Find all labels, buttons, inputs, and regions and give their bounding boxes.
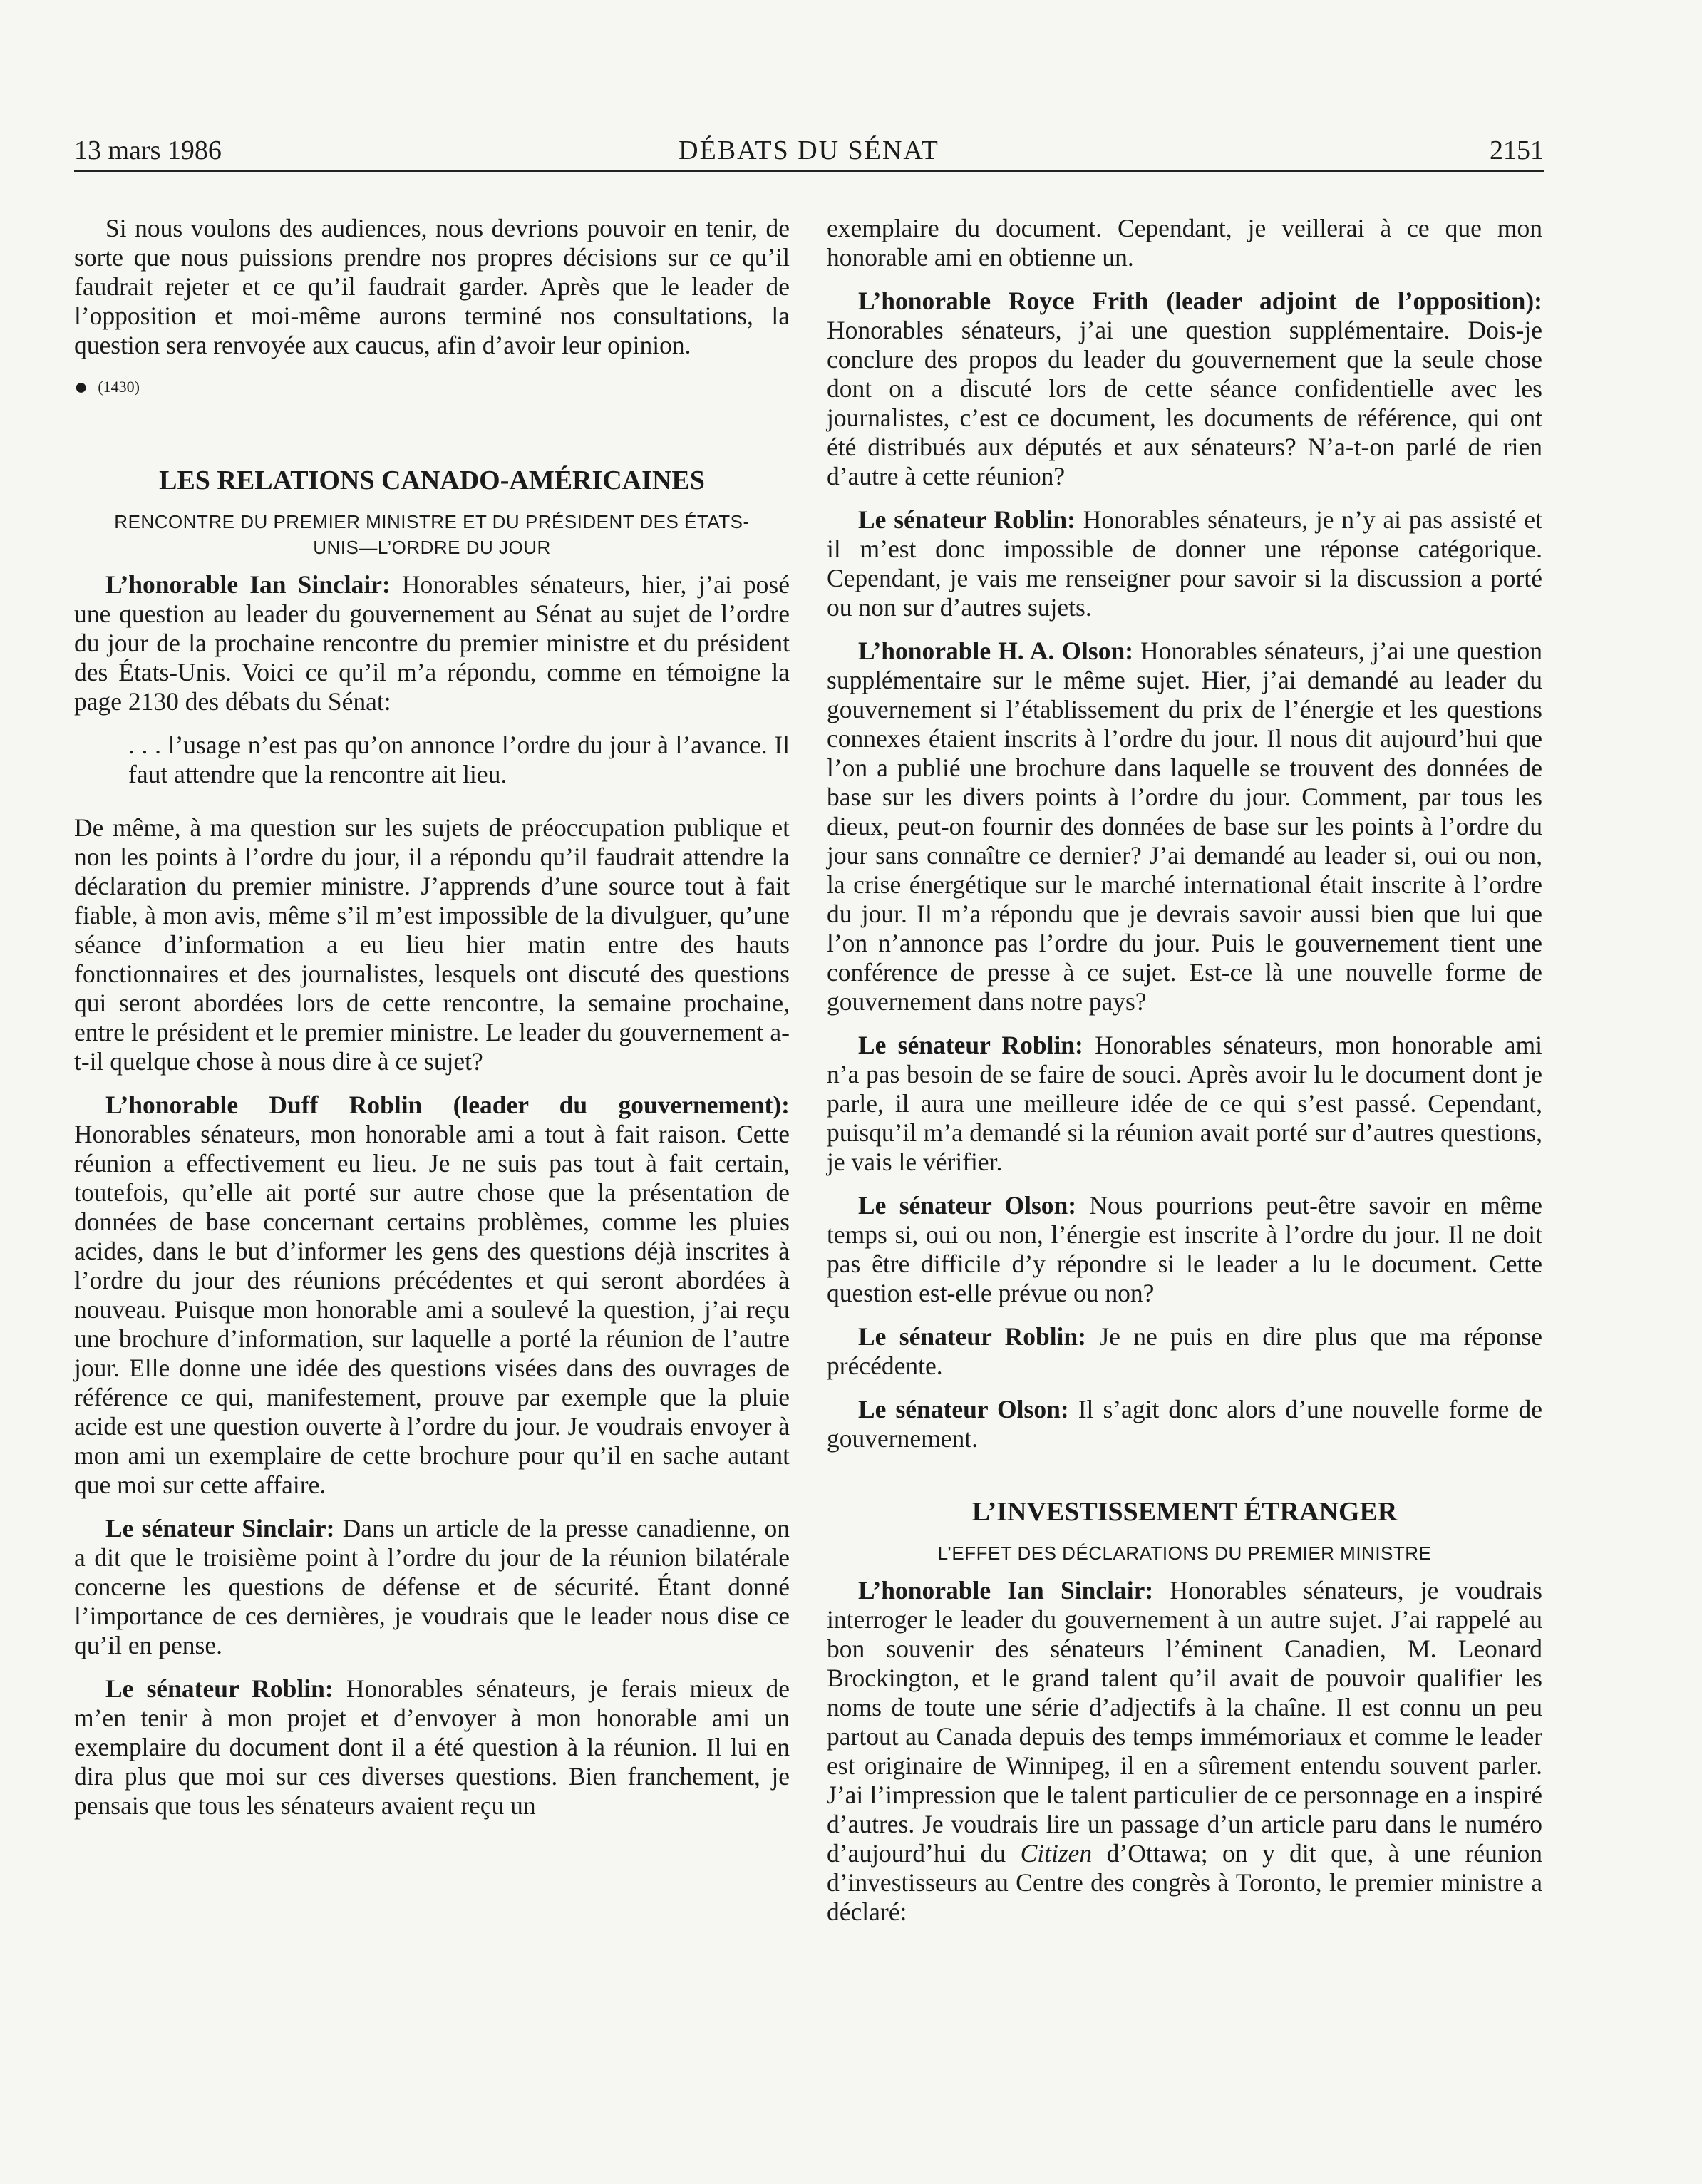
- speaker-name: L’honorable Royce Frith (leader adjoint de l’opposition):: [858, 287, 1542, 315]
- speech-text: Honorables sénateurs, j’ai une question supplémentaire. Dois-je conclure des propos du leader du gouvernement que la seule chose dont on a discuté lors de cette séance confidentielle avec les journalistes, c’est ce document, les documents de référence, qui ont été distribués aux députés et aux sénateurs? N’a-t-on parlé de rien d’autre à cette réunion?: [827, 316, 1542, 490]
- speech: [827, 637, 1542, 1016]
- speech-text: Honorables sénateurs, hier, j’ai posé une question au leader du gouvernement au Sénat au sujet de l’ordre du jour de la prochaine rencontre du premier ministre et du président des États-Unis. Voici ce qu’il m’a répondu, comme en témoigne la page 2130 des débats du Sénat:: [74, 570, 790, 716]
- speaker-name: Le sénateur Roblin:: [858, 505, 1076, 534]
- speech-text: Je ne puis en dire plus que ma réponse précédente.: [827, 1322, 1542, 1380]
- speech: [827, 1191, 1542, 1308]
- speaker-name: L’honorable H. A. Olson:: [858, 637, 1134, 665]
- speech-text: Honorables sénateurs, je ferais mieux de m’en tenir à mon projet et d’envoyer à mon honorable ami un exemplaire du document dont il a été question à la réunion. Il lui en dira plus que moi sur ces diverses questions. Bien franchement, je pensais que tous les sénateurs avaient reçu un: [74, 1674, 790, 1820]
- speech: [74, 1091, 790, 1500]
- section-subtitle: L’EFFET DES DÉCLARATIONS DU PREMIER MINISTRE: [937, 1542, 1432, 1564]
- speech: [827, 1031, 1542, 1177]
- speech-text: Honorables sénateurs, je voudrais interroger le leader du gouvernement à un autre sujet. J’ai rappelé au bon souvenir des sénateurs l’éminent Canadien, M. Leonard Brockington, et le grand talent qu’il avait de pouvoir qualifier les noms de toute une série d’adjectifs à la chaîne. Il est connu un peu partout au Canada depuis des temps immémoriaux et comme le leader est originaire de Winnipeg, il en a sûrement entendu souvent parler. J’ai l’impression que le talent particulier de ce personnage en a inspiré d’autres. Je voudrais lire un passage d’un article paru dans le numéro d’aujourd’hui du: [827, 1576, 1542, 1868]
- speaker-name: Le sénateur Roblin:: [858, 1031, 1083, 1059]
- publication-name: Citizen: [1020, 1839, 1093, 1868]
- page-header: [74, 134, 1544, 172]
- speaker-name: Le sénateur Sinclair:: [105, 1514, 335, 1542]
- speech-text: Honorables sénateurs, mon honorable ami n’a pas besoin de se faire de souci. Après avoir lu le document dont je parle, il aura une meilleure idée de ce qui s’est passé. Cependant, puisqu’il m’a demandé si la réunion avait porté sur d’autres questions, je vais le vérifier.: [827, 1031, 1543, 1176]
- speech: [827, 1322, 1542, 1381]
- speech: [827, 1395, 1542, 1453]
- speaker-name: Le sénateur Roblin:: [858, 1322, 1086, 1351]
- section-title: L’INVESTISSEMENT ÉTRANGER: [971, 1497, 1398, 1527]
- speaker-name: Le sénateur Olson:: [858, 1395, 1069, 1423]
- speech-text: Il s’agit donc alors d’une nouvelle forme de gouvernement.: [827, 1395, 1542, 1453]
- bullet-icon: ●: [74, 374, 88, 399]
- block-quote: . . . l’usage n’est pas qu’on annonce l’ordre du jour à l’avance. Il faut attendre que la rencontre ait lieu.: [128, 731, 790, 788]
- section-subtitle: RENCONTRE DU PREMIER MINISTRE ET DU PRÉSIDENT DES ÉTATS-UNIS—L’ORDRE DU JOUR: [114, 511, 750, 558]
- speaker-name: L’honorable Ian Sinclair:: [858, 1576, 1154, 1604]
- speech: [827, 287, 1542, 491]
- speech: [827, 505, 1542, 622]
- speaker-name: Le sénateur Roblin:: [105, 1674, 334, 1703]
- section-title: LES RELATIONS CANADO-AMÉRICAINES: [159, 465, 705, 495]
- left-column: [74, 214, 790, 1835]
- speech-text: Nous pourrions peut-être savoir en même temps si, oui ou non, l’énergie est inscrite à l’ordre du jour. Il ne doit pas être difficile d’y répondre si le leader a lu le document. Cette question est-elle prévue ou non?: [827, 1191, 1543, 1307]
- speech: [74, 1674, 790, 1820]
- speech: [74, 1514, 790, 1660]
- time-marker-label: (1430): [98, 378, 140, 396]
- paragraph: Si nous voulons des audiences, nous devrions pouvoir en tenir, de sorte que nous puissions prendre nos propres décisions sur ce qu’il faudrait rejeter et ce qu’il faudrait garder. Après que le leader de l’opposition et moi-même aurons terminé nos consultations, la question sera renvoyée aux caucus, afin d’avoir leur opinion.: [74, 214, 790, 359]
- right-column: [827, 214, 1542, 1941]
- speech: [74, 570, 790, 716]
- speaker-name: Le sénateur Olson:: [858, 1191, 1077, 1220]
- time-marker: [74, 376, 790, 398]
- header-title: DÉBATS DU SÉNAT: [679, 135, 939, 165]
- speaker-name: L’honorable Ian Sinclair:: [105, 570, 391, 599]
- paragraph: De même, à ma question sur les sujets de préoccupation publique et non les points à l’ordre du jour, il a répondu qu’il faudrait attendre la déclaration du premier ministre. J’apprends d’une source tout à fait fiable, à mon avis, même s’il m’est impossible de la divulguer, qu’une séance d’information a eu lieu hier matin entre des hauts fonctionnaires et des journalistes, lesquels ont discuté des questions qui seront abordées lors de cette rencontre, la semaine prochaine, entre le président et le premier ministre. Le leader du gouvernement a-t-il quelque chose à nous dire à ce sujet?: [74, 813, 790, 1076]
- speech: [827, 1576, 1542, 1927]
- header-page-number: 2151: [1490, 135, 1544, 165]
- speech-text: Honorables sénateurs, mon honorable ami a tout à fait raison. Cette réunion a effectivement eu lieu. Je ne suis pas tout à fait certain, toutefois, qu’elle ait porté sur autre chose que la présentation de données de base concernant certains problèmes, comme les pluies acides, dans le but d’informer les gens des questions déjà inscrites à l’ordre du jour des réunions précédentes et qui seront abordées à nouveau. Puisque mon honorable ami a soulevé la question, j’ai reçu une brochure d’information, sur laquelle a porté la réunion de l’autre jour. Elle donne une idée des questions visées dans des ouvrages de référence ce qui, manifestement, prouve par exemple que la pluie acide est une question ouverte à l’ordre du jour. Je voudrais envoyer à mon ami un exemplaire de cette brochure pour qu’il en sache autant que moi sur cette affaire.: [74, 1120, 790, 1499]
- speech-text: Dans un article de la presse canadienne, on a dit que le troisième point à l’ordre du jour de la réunion bilatérale concerne les questions de défense et de sécurité. Étant donné l’importance de ces dernières, je voudrais que le leader nous dise ce qu’il en pense.: [74, 1514, 790, 1659]
- paragraph: exemplaire du document. Cependant, je veillerai à ce que mon honorable ami en obtienne un.: [827, 214, 1542, 272]
- speaker-name: L’honorable Duff Roblin (leader du gouvernement):: [105, 1091, 790, 1119]
- speech-text: Honorables sénateurs, j’ai une question supplémentaire sur le même sujet. Hier, j’ai demandé au leader du gouvernement si l’établissement du prix de l’énergie et les questions connexes étaient inscrits à l’ordre du jour. Il nous dit aujourd’hui que l’on a publié une brochure dans laquelle se trouvent des données de base sur les divers points à l’ordre du jour. Comment, par tous les dieux, peut-on fournir des données de base sur les points à l’ordre du jour sans connaître ce dernier? J’ai demandé au leader si, oui ou non, la crise énergétique sur le marché international était inscrite à l’ordre du jour. Il m’a répondu que je devrais savoir aussi bien que lui que l’on n’annonce pas l’ordre du jour. Puis le gouvernement tient une conférence de presse à ce sujet. Est-ce là une nouvelle forme de gouvernement dans notre pays?: [827, 637, 1542, 1016]
- speech-text: Honorables sénateurs, je n’y ai pas assisté et il m’est donc impossible de donner une réponse catégorique. Cependant, je vais me renseigner pour savoir si la discussion a porté ou non sur d’autres sujets.: [827, 505, 1542, 622]
- speech-text: d’Ottawa; on y dit que, à une réunion d’investisseurs au Centre des congrès à Toronto, le premier ministre a déclaré:: [827, 1839, 1542, 1926]
- header-date: 13 mars 1986: [74, 135, 222, 165]
